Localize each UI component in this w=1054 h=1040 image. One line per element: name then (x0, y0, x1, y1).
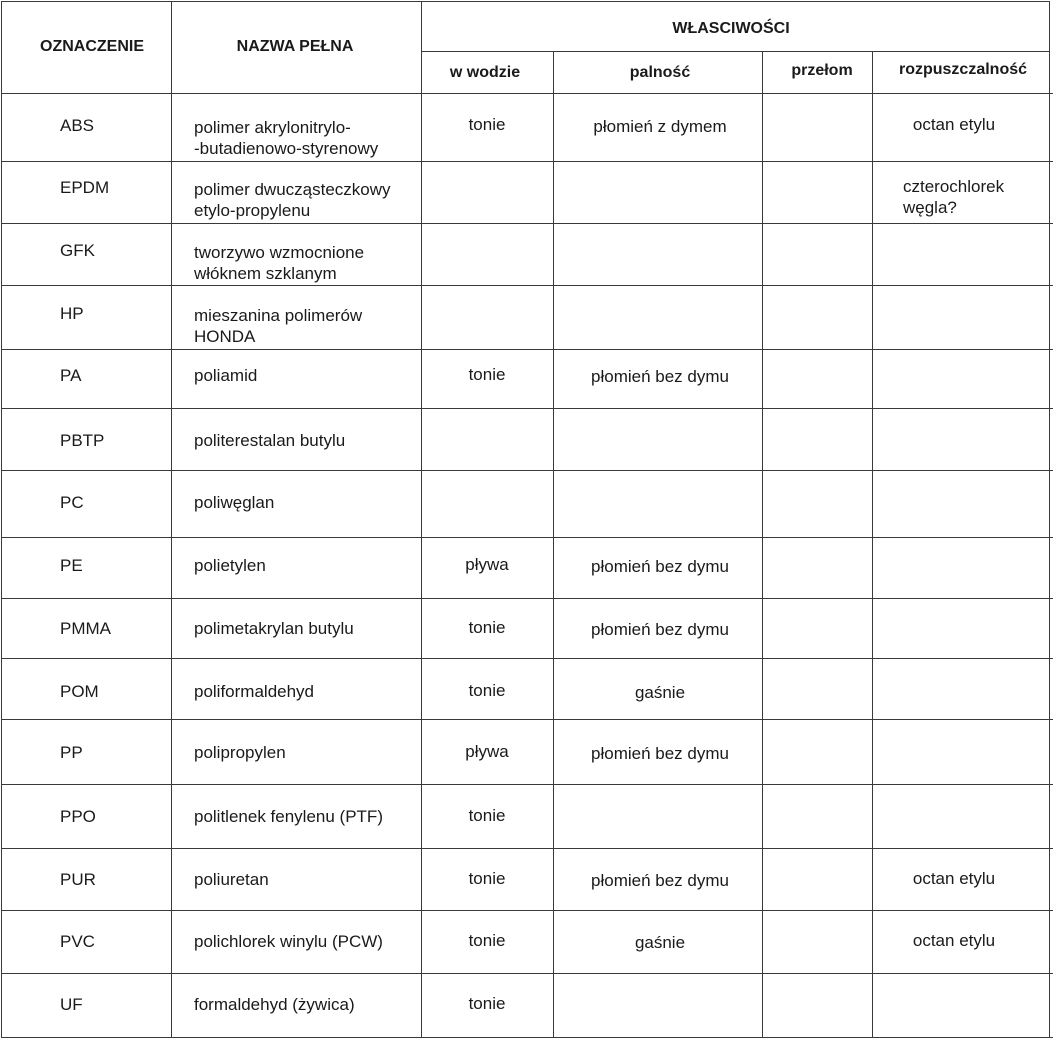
cell-water: pływa (465, 742, 509, 761)
cell-code: PPO (60, 807, 96, 826)
cell-water: tonie (468, 869, 506, 888)
cell-flame: płomień bez dymu (591, 871, 729, 890)
cell-name: poliamid (194, 366, 258, 385)
cell-flame: płomień bez dymu (591, 744, 729, 763)
cell-name: tworzywo wzmocnione (194, 243, 365, 262)
cell-name: polimer dwucząsteczkowy (194, 180, 391, 199)
cell-code: PA (60, 366, 82, 385)
cell-code: ABS (60, 116, 95, 135)
table-subheader-line (421, 51, 1049, 52)
cell-water: tonie (468, 681, 506, 700)
cell-name: polimetakrylan butylu (194, 619, 354, 638)
cell-name: polietylen (194, 556, 266, 575)
cell-name: -butadienowo-styrenowy (194, 139, 379, 158)
table-row-line (1, 408, 1053, 409)
header-nazwa-pelna: NAZWA PEŁNA (236, 38, 354, 55)
cell-water: pływa (465, 555, 509, 574)
cell-code: PP (60, 743, 83, 762)
cell-solvent: octan etylu (912, 931, 996, 950)
cell-code: GFK (60, 241, 95, 260)
table-column-line (553, 51, 554, 1037)
cell-flame: płomień bez dymu (591, 620, 729, 639)
table-row-line (1, 658, 1053, 659)
cell-code: POM (60, 682, 99, 701)
cell-solvent: octan etylu (912, 869, 996, 888)
table-row-line (1, 1037, 1053, 1038)
table-column-line (762, 51, 763, 1037)
header-w-wodzie: w wodzie (449, 64, 521, 81)
table-column-line (872, 51, 873, 1037)
cell-code: EPDM (60, 178, 110, 197)
table-row-line (1, 349, 1053, 350)
cell-code: PUR (60, 870, 96, 889)
cell-name: polichlorek winylu (PCW) (194, 932, 383, 951)
table-column-line (1049, 1, 1050, 1037)
header-rozpuszczalnosc: rozpuszczalność (898, 61, 1028, 78)
cell-name: politerestalan butylu (194, 431, 346, 450)
header-palnosc: palność (629, 64, 691, 81)
cell-code: PE (60, 556, 83, 575)
cell-name: poliwęglan (194, 493, 275, 512)
cell-name: formaldehyd (żywica) (194, 995, 355, 1014)
table-column-line (421, 1, 422, 1037)
table-border-top (1, 1, 1049, 2)
cell-code: UF (60, 995, 83, 1014)
cell-flame: płomień bez dymu (591, 367, 729, 386)
table-row-line (1, 285, 1053, 286)
cell-name: włóknem szklanym (194, 264, 337, 283)
cell-name: HONDA (194, 327, 256, 346)
cell-water: tonie (468, 365, 506, 384)
header-oznaczenie: OZNACZENIE (40, 38, 144, 55)
cell-water: tonie (468, 806, 506, 825)
table-row-line (1, 848, 1053, 849)
cell-solvent: czterochlorek (903, 177, 1005, 196)
cell-water: tonie (468, 931, 506, 950)
cell-code: PMMA (60, 619, 111, 638)
cell-water: tonie (468, 994, 506, 1013)
table-row-line (1, 973, 1053, 974)
cell-water: tonie (468, 115, 506, 134)
header-przelom: przełom (791, 62, 853, 79)
cell-solvent: węgla? (903, 198, 957, 217)
table-column-line (1, 1, 2, 1037)
table-row-line (1, 784, 1053, 785)
table-row-line (1, 470, 1053, 471)
cell-code: PC (60, 493, 84, 512)
table-row-line (1, 223, 1053, 224)
cell-code: PVC (60, 932, 95, 951)
table-row-line (1, 93, 1053, 94)
cell-name: mieszanina polimerów (194, 306, 363, 325)
cell-flame: gaśnie (634, 933, 686, 952)
cell-name: poliuretan (194, 870, 269, 889)
table-row-line (1, 719, 1053, 720)
table-row-line (1, 537, 1053, 538)
table-row-line (1, 910, 1053, 911)
table-row-line (1, 161, 1053, 162)
cell-flame: płomień z dymem (593, 117, 727, 136)
cell-code: PBTP (60, 431, 105, 450)
cell-name: polipropylen (194, 743, 286, 762)
cell-flame: płomień bez dymu (591, 557, 729, 576)
table-column-line (171, 1, 172, 1037)
table-row-line (1, 598, 1053, 599)
cell-name: polimer akrylonitrylo- (194, 118, 351, 137)
cell-solvent: octan etylu (912, 115, 996, 134)
header-wlasciwosci: WŁASCIWOŚCI (672, 20, 790, 37)
cell-name: etylo-propylenu (194, 201, 311, 220)
cell-water: tonie (468, 618, 506, 637)
cell-code: HP (60, 304, 84, 323)
cell-flame: gaśnie (634, 683, 686, 702)
cell-name: politlenek fenylenu (PTF) (194, 807, 383, 826)
cell-name: poliformaldehyd (194, 682, 315, 701)
